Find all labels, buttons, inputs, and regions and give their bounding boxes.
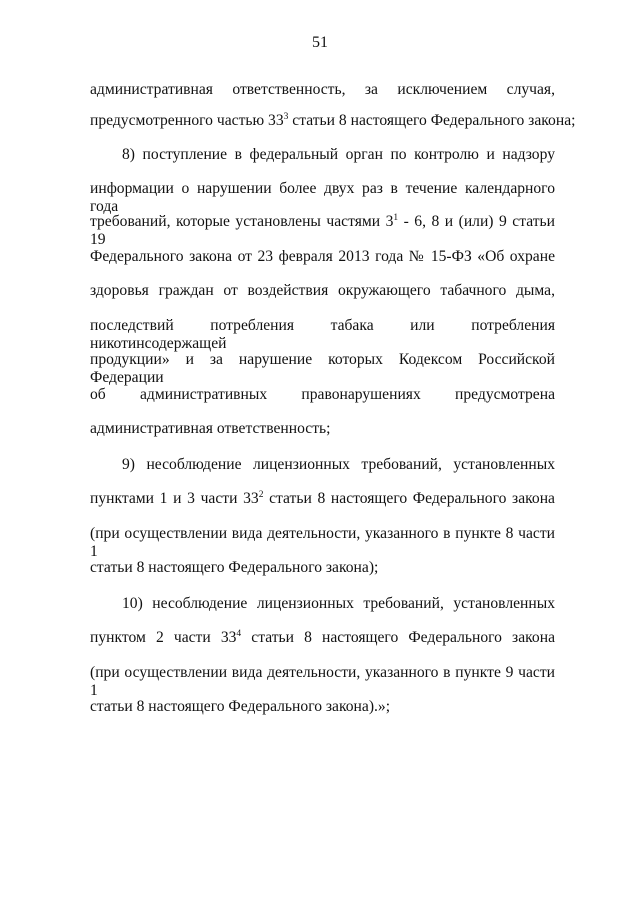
text-line: здоровья граждан от воздействия окружающего табачного дыма, xyxy=(90,282,555,299)
text-line: 8) поступление в федеральный орган по контролю и надзору xyxy=(122,146,555,163)
superscript: 1 xyxy=(393,213,399,223)
text-line: последствий потребления табака или потребления никотинсодержащей xyxy=(90,317,555,352)
text-line: Федерального закона от 23 февраля 2013 года № 15-ФЗ «Об охране xyxy=(90,248,555,265)
text-line: административная ответственность; xyxy=(90,420,331,437)
text-line: статьи 8 настоящего Федерального закона).»; xyxy=(90,698,391,715)
text-line: пунктами 1 и 3 части $33^2$ статьи 8 настоящего Федерального закона xyxy=(90,490,555,507)
superscript: 4 xyxy=(236,629,242,639)
text-line: продукции» и за нарушение которых Кодексом Российской Федерации xyxy=(90,351,555,386)
text-line: предусмотренного частью $33^3$ статьи 8 настоящего Федерального закона; xyxy=(90,112,576,129)
text-line: 10) несоблюдение лицензионных требований, установленных xyxy=(122,595,555,612)
text-line: 9) несоблюдение лицензионных требований, установленных xyxy=(122,456,555,473)
page-number: 51 xyxy=(312,34,328,51)
text-line: требований, которые установлены частями $3^1 - 6$, 8 и (или) 9 статьи 19 xyxy=(90,213,555,248)
text-line: (при осуществлении вида деятельности, указанного в пункте 9 части 1 xyxy=(90,664,555,699)
superscript: 3 xyxy=(283,112,289,122)
superscript: 2 xyxy=(258,490,264,500)
text-line: административная ответственность, за исключением случая, xyxy=(90,81,555,98)
text-line: (при осуществлении вида деятельности, указанного в пункте 8 части 1 xyxy=(90,525,555,560)
text-line: информации о нарушении более двух раз в течение календарного года xyxy=(90,180,555,215)
text-line: статьи 8 настоящего Федерального закона); xyxy=(90,559,379,576)
text-line: пунктом 2 части $33^4$ статьи 8 настоящего Федерального закона xyxy=(90,629,555,646)
text-line: об административных правонарушениях предусмотрена xyxy=(90,386,555,403)
